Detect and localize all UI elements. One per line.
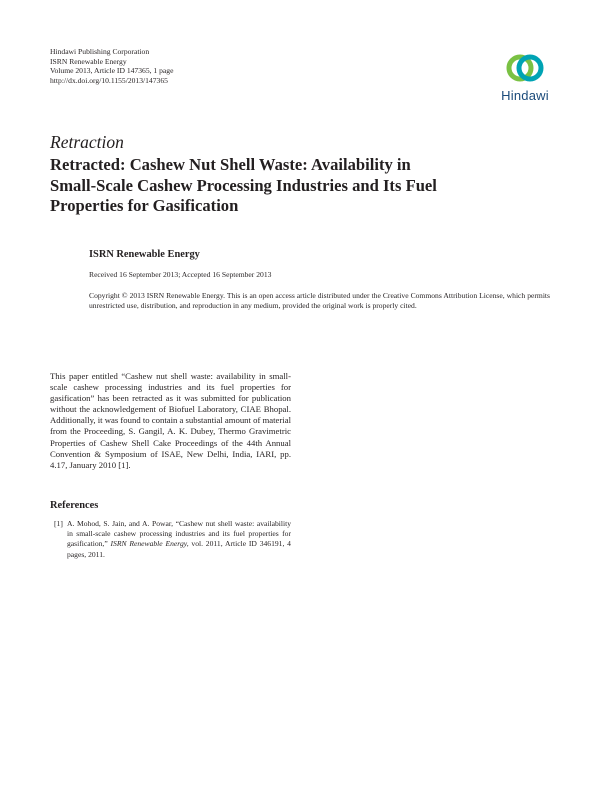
journal-metadata	[50, 47, 173, 86]
reference-number: [1]	[54, 519, 63, 528]
reference-details: vol. 2011, Article ID 346191, 4 pages, 2011.	[67, 539, 291, 559]
journal-byline: ISRN Renewable Energy	[89, 249, 200, 260]
title-line: Retracted: Cashew Nut Shell Waste: Availability in	[50, 155, 411, 174]
article-type-label: Retraction	[50, 132, 124, 152]
article-title	[50, 155, 530, 217]
publisher-name: Hindawi Publishing Corporation	[50, 47, 150, 56]
volume-info: Volume 2013, Article ID 147365, 1 page	[50, 66, 174, 76]
doi-link[interactable]: http://dx.doi.org/10.1155/2013/147365	[50, 76, 168, 86]
logo-text: Hindawi	[501, 88, 549, 103]
journal-name: ISRN Renewable Energy	[50, 56, 127, 66]
reference-authors-title: A. Mohod, S. Jain, and A. Powar, “Cashew nut shell waste: availability in small-scale cashew processing industries and its fuel properties for gasification,”	[67, 519, 291, 549]
title-line: Properties for Gasification	[50, 196, 239, 215]
retraction-paragraph: This paper entitled “Cashew nut shell waste: availability in small-scale cashew processing industries and its fuel properties for gasification” has been retracted as it was submitted for publication without the acknowledgement of Biofuel Laboratory, CIAE Bhopal. Additionally, it was found to contain a substantial amount of material from the Proceeding, S. Gangil, A. K. Dubey, Thermo Gravimetric Properties of Cashew Shell Cake Proceedings of the 44th Annual Convention & Symposium of ISAE, New Delhi, India, IARI, pp. 4.17, January 2010 [1].	[50, 371, 291, 470]
copyright-notice: Copyright © 2013 ISRN Renewable Energy. This is an open access article distributed under the Creative Commons Attribution License, which permits unrestricted use, distribution, and reproduction in any medium, provided the original work is properly cited.	[89, 291, 550, 311]
reference-journal: ISRN Renewable Energy,	[110, 539, 189, 549]
reference-text	[67, 519, 291, 560]
reference-item	[50, 519, 291, 560]
hindawi-logo	[496, 50, 554, 106]
hindawi-rings-icon	[504, 50, 546, 88]
references-heading: References	[50, 500, 99, 511]
received-accepted-dates: Received 16 September 2013; Accepted 16 September 2013	[89, 270, 272, 279]
title-line: Small-Scale Cashew Processing Industries and Its Fuel	[50, 175, 437, 195]
